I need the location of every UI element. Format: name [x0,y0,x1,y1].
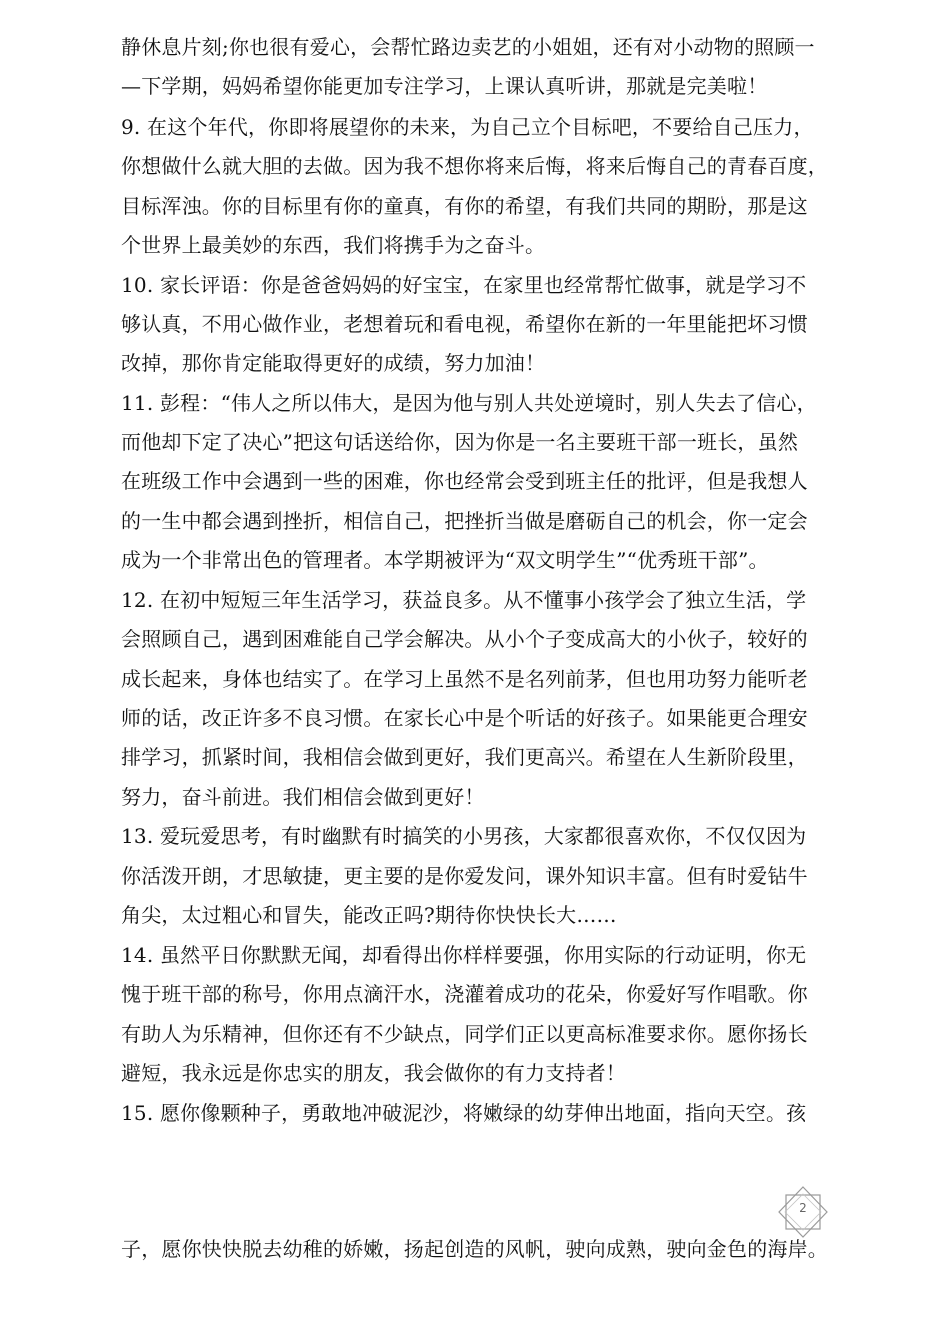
text-line: 静休息片刻;你也很有爱心，会帮忙路边卖艺的小姐姐，还有对小动物的照顾一 [121,35,815,59]
text-line: 而他却下定了决心”把这句话送给你，因为你是一名主要班干部一班长，虽然 [121,430,799,454]
text-line: 的一生中都会遇到挫折，相信自己，把挫折当做是磨砺自己的机会，你一定会 [121,509,808,533]
text-line: 目标浑浊。你的目标里有你的童真，有你的希望，有我们共同的期盼，那是这 [121,194,808,218]
text-line: 你活泼开朗，才思敏捷，更主要的是你爱发问，课外知识丰富。但有时爱钻牛 [121,864,808,888]
text-line: 会照顾自己，遇到困难能自己学会解决。从小个子变成高大的小伙子，较好的 [121,627,808,651]
text-line: 11. 彭程：“伟人之所以伟大，是因为他与别人共处逆境时，别人失去了信心， [121,391,817,415]
text-line: 排学习，抓紧时间，我相信会做到更好，我们更高兴。希望在人生新阶段里， [121,745,808,769]
text-line: 9. 在这个年代，你即将展望你的未来，为自己立个目标吧，不要给自己压力， [121,115,814,139]
text-line: 角尖，太过粗心和冒失，能改正吗?期待你快快长大…… [121,903,617,927]
text-line: 14. 虽然平日你默默无闻，却看得出你样样要强，你用实际的行动证明，你无 [121,943,807,967]
page-number-badge [775,1184,831,1240]
text-line: 成为一个非常出色的管理者。本学期被评为“双文明学生”“优秀班干部”。 [121,548,769,572]
text-line: 努力，奋斗前进。我们相信会做到更好！ [121,785,485,809]
text-line: —下学期，妈妈希望你能更加专注学习，上课认真听讲，那就是完美啦！ [121,74,768,98]
text-line: 12. 在初中短短三年生活学习，获益良多。从不懂事小孩学会了独立生活，学 [121,588,807,612]
text-line: 愧于班干部的称号，你用点滴汗水，浇灌着成功的花朵，你爱好写作唱歌。你 [121,982,808,1006]
text-line: 在班级工作中会遇到一些的困难，你也经常会受到班主任的批评，但是我想人 [121,469,808,493]
text-line: 你想做什么就大胆的去做。因为我不想你将来后悔，将来后悔自己的青春百度， [121,154,828,178]
text-line: 师的话，改正许多不良习惯。在家长心中是个听话的好孩子。如果能更合理安 [121,706,808,730]
text-line: 够认真，不用心做作业，老想着玩和看电视，希望你在新的一年里能把坏习惯 [121,312,808,336]
page-number: 2 [799,1201,807,1215]
text-line: 改掉，那你肯定能取得更好的成绩，努力加油！ [121,351,546,375]
text-line: 13. 爱玩爱思考，有时幽默有时搞笑的小男孩，大家都很喜欢你，不仅仅因为 [121,824,807,848]
text-line: 成长起来，身体也结实了。在学习上虽然不是名列前茅，但也用功努力能听老 [121,667,808,691]
text-line: 个世界上最美妙的东西，我们将携手为之奋斗。 [121,233,546,257]
continuation-line: 子，愿你快快脱去幼稚的娇嫩，扬起创造的风帆，驶向成熟，驶向金色的海岸。 [121,1237,828,1261]
text-line: 10. 家长评语：你是爸爸妈妈的好宝宝，在家里也经常帮忙做事，就是学习不 [121,273,807,297]
text-line: 有助人为乐精神，但你还有不少缺点，同学们正以更高标准要求你。愿你扬长 [121,1022,808,1046]
text-line: 避短，我永远是你忠实的朋友，我会做你的有力支持者！ [121,1061,626,1085]
text-line: 15. 愿你像颗种子，勇敢地冲破泥沙，将嫩绿的幼芽伸出地面，指向天空。孩 [121,1101,807,1125]
